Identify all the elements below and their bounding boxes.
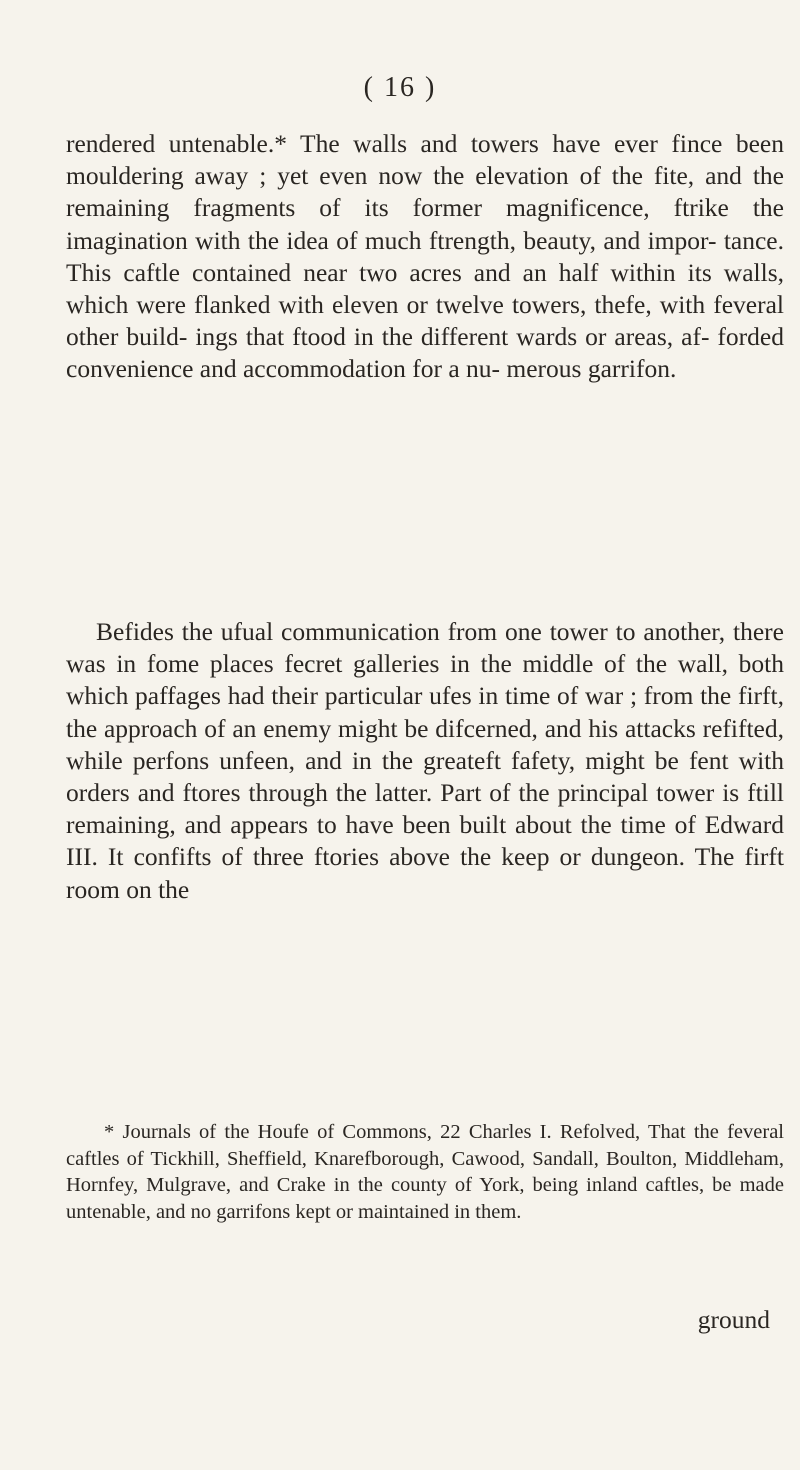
paragraph-2: Befides the ufual communication from one tower to another, there was in fome places fecret galleries in the middle of the wall, both which paffages had their particular ufes in time of war ; from the firft, the approach of an enemy might be difcerned, and his attacks refifted, while perfons unfeen, and in the greateft fafety, might be fent with orders and ftores through the latter. Part of the principal tower is ftill remaining, and appears to have been built about the time of Edward III. It confifts of three ftories above the keep or dungeon. The firft room on the [66,617,784,904]
footnote: * Journals of the Houfe of Commons, 22 Charles I. Refolved, That the feveral caftles of Tickhill, Sheffield, Knarefborough, Cawood, Sandall, Boulton, Middleham, Hornfey, Mulgrave, and Crake in the county of York, being inland caftles, be made untenable, and no garrifons kept or maintained in them. [66,1121,784,1223]
catchword: ground [697,1305,770,1334]
paragraph-1: rendered untenable.* The walls and towers have ever fince been mouldering away ; yet even now the elevation of the fite, and the remaining fragments of its former magnificence, ftrike the imagination with the idea of much ftrength, beauty, and impor- tance. This caftle contained near two acres and an half within its walls, which were flanked with eleven or twelve towers, thefe, with feveral other build- ings that ftood in the different wards or areas, af- forded convenience and accommodation for a nu- merous garrifon. [66,129,784,384]
page-number: ( 16 ) [363,72,437,103]
